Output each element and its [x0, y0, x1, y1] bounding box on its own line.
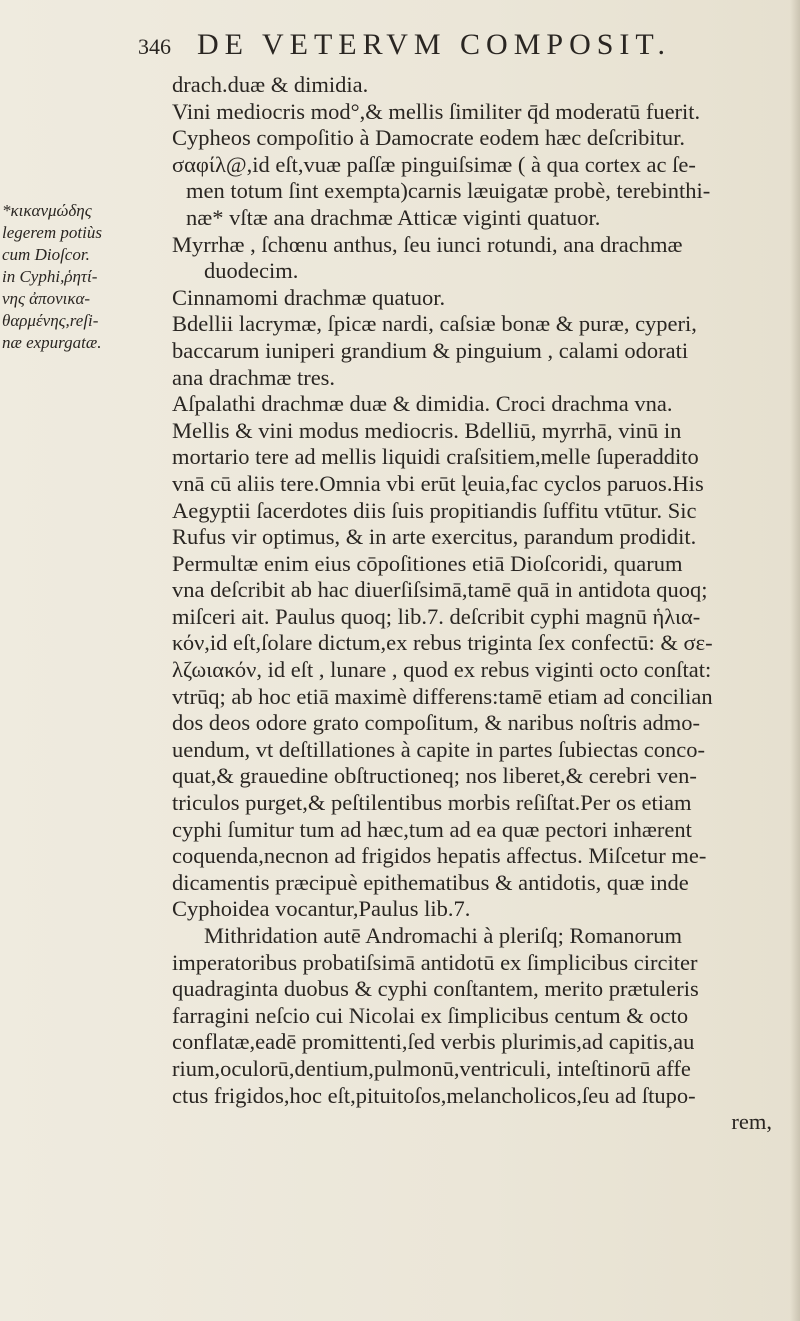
- body-text: [172, 72, 772, 1136]
- margin-note-line: θαρμένης,reſi-: [2, 311, 99, 330]
- text-line: triculos purget,& peſtilentibus morbis reſiſtat.Per os etiam: [172, 790, 692, 816]
- text-line: Mellis & vini modus mediocris. Bdelliū, myrrhā, vinū in: [172, 417, 682, 443]
- text-line: κόν,id eſt,ſolare dictum,ex rebus triginta ſex confectū: & σε-: [172, 630, 713, 656]
- margin-note-line: næ expurgatæ.: [2, 333, 102, 352]
- text-line: duodecim.: [204, 258, 299, 284]
- text-line: cyphi ſumitur tum ad hæc,tum ad ea quæ pectori inhærent: [172, 816, 692, 842]
- text-line: Mithridation autē Andromachi à pleriſq; Romanorum: [204, 923, 683, 948]
- text-line: Vini mediocris mod°,& mellis ſimiliter q̄d moderatū fuerit.: [172, 98, 701, 124]
- text-line: vnā cū aliis tere.Omnia vbi erūt l̨euia,fac cyclos paruos.His: [172, 470, 704, 496]
- text-line: men totum ſint exempta)carnis læuigatæ probè, terebinthi-: [186, 178, 711, 204]
- text-line: quat,& grauedine obſtructioneq; nos liberet,& cerebri ven-: [172, 763, 697, 789]
- text-line: dicamentis præcipuè epithematibus & antidotis, quæ inde: [172, 869, 689, 895]
- text-line: mortario tere ad mellis liquidi craſsitiem,melle ſuperaddito: [172, 444, 699, 470]
- text-line: Cyphoidea vocantur,Paulus lib.7.: [172, 896, 471, 922]
- text-line: Rufus vir optimus, & in arte exercitus, parandum prodidit.: [172, 524, 697, 550]
- text-line: vtrūq; ab hoc etiā maximè differens:tamē etiam ad concilian: [172, 683, 713, 709]
- margin-note-line: νης ἀπονικα-: [2, 289, 91, 308]
- margin-note-line: *κικανμώδης: [2, 201, 92, 220]
- text-line: Cinnamomi drachmæ quatuor.: [172, 284, 446, 310]
- margin-note-line: legerem potiùs: [2, 223, 102, 242]
- text-line: Aegyptii ſacerdotes diis ſuis propitiandis ſuffitu vtūtur. Sic: [172, 497, 697, 523]
- text-line: næ* vſtæ ana drachmæ Atticæ viginti quatuor.: [186, 204, 601, 230]
- text-line: rium,oculorū,dentium,pulmonū,ventriculi, inteſtinorū affe: [172, 1055, 691, 1081]
- text-line: imperatoribus probatiſsimā antidotū ex ſimplicibus circiter: [172, 949, 698, 975]
- text-line: drach.duæ & dimidia.: [172, 72, 369, 97]
- text-line: λζωιακόν, id eſt , lunare , quod ex rebus viginti octo conſtat:: [172, 657, 712, 683]
- text-line: Cypheos compoſitio à Damocrate eodem hæc deſcribitur.: [172, 125, 685, 151]
- text-line: miſceri ait. Paulus quoq; lib.7. deſcribit cyphi magnū ἡλια-: [172, 603, 701, 629]
- text-line: Permultæ enim eius cōpoſitiones etiā Dioſcoridi, quarum: [172, 550, 683, 576]
- page-edge-shadow: [790, 0, 800, 1321]
- text-line: coquenda,necnon ad frigidos hepatis affectus. Miſcetur me-: [172, 843, 707, 869]
- text-line: baccarum iuniperi grandium & pinguium , calami odorati: [172, 337, 689, 363]
- text-line: vna deſcribit ab hac diuerſiſsimā,tamē quā in antidota quoq;: [172, 577, 708, 603]
- text-line: ctus frigidos,hoc eſt,pituitoſos,melancholicos,ſeu ad ſtupo-: [172, 1082, 696, 1108]
- running-title: DE VETERVM COMPOSIT.: [197, 28, 672, 61]
- text-line: uendum, vt deſtillationes à capite in partes ſubiectas conco-: [172, 736, 705, 762]
- text-line: dos deos odore grato compoſitum, & naribus noſtris admo-: [172, 710, 701, 736]
- text-line: Aſpalathi drachmæ duæ & dimidia. Croci drachma vna.: [172, 391, 673, 417]
- margin-note-line: in Cyphi,ῥητί-: [2, 267, 98, 286]
- margin-note-line: cum Dioſcor.: [2, 245, 90, 264]
- running-head: [138, 28, 758, 68]
- text-line: farragini neſcio cui Nicolai ex ſimplicibus centum & octo: [172, 1002, 689, 1028]
- page-number: 346: [138, 34, 171, 59]
- text-line: ana drachmæ tres.: [172, 364, 336, 390]
- catchword: rem,: [731, 1109, 772, 1135]
- text-line: conflatæ,eadē promittenti,ſed verbis plurimis,ad capitis,au: [172, 1029, 695, 1055]
- text-line: quadraginta duobus & cyphi conſtantem, merito prætuleris: [172, 976, 699, 1002]
- text-line: σαφίλ@,id eſt,vuæ paſſæ pinguiſsimæ ( à qua cortex ac ſe-: [172, 151, 696, 177]
- text-line: Bdellii lacrymæ, ſpicæ nardi, caſsiæ bonæ & puræ, cyperi,: [172, 311, 697, 337]
- text-line: Myrrhæ , ſchœnu anthus, ſeu iunci rotundi, ana drachmæ: [172, 231, 683, 257]
- margin-note: [2, 200, 162, 354]
